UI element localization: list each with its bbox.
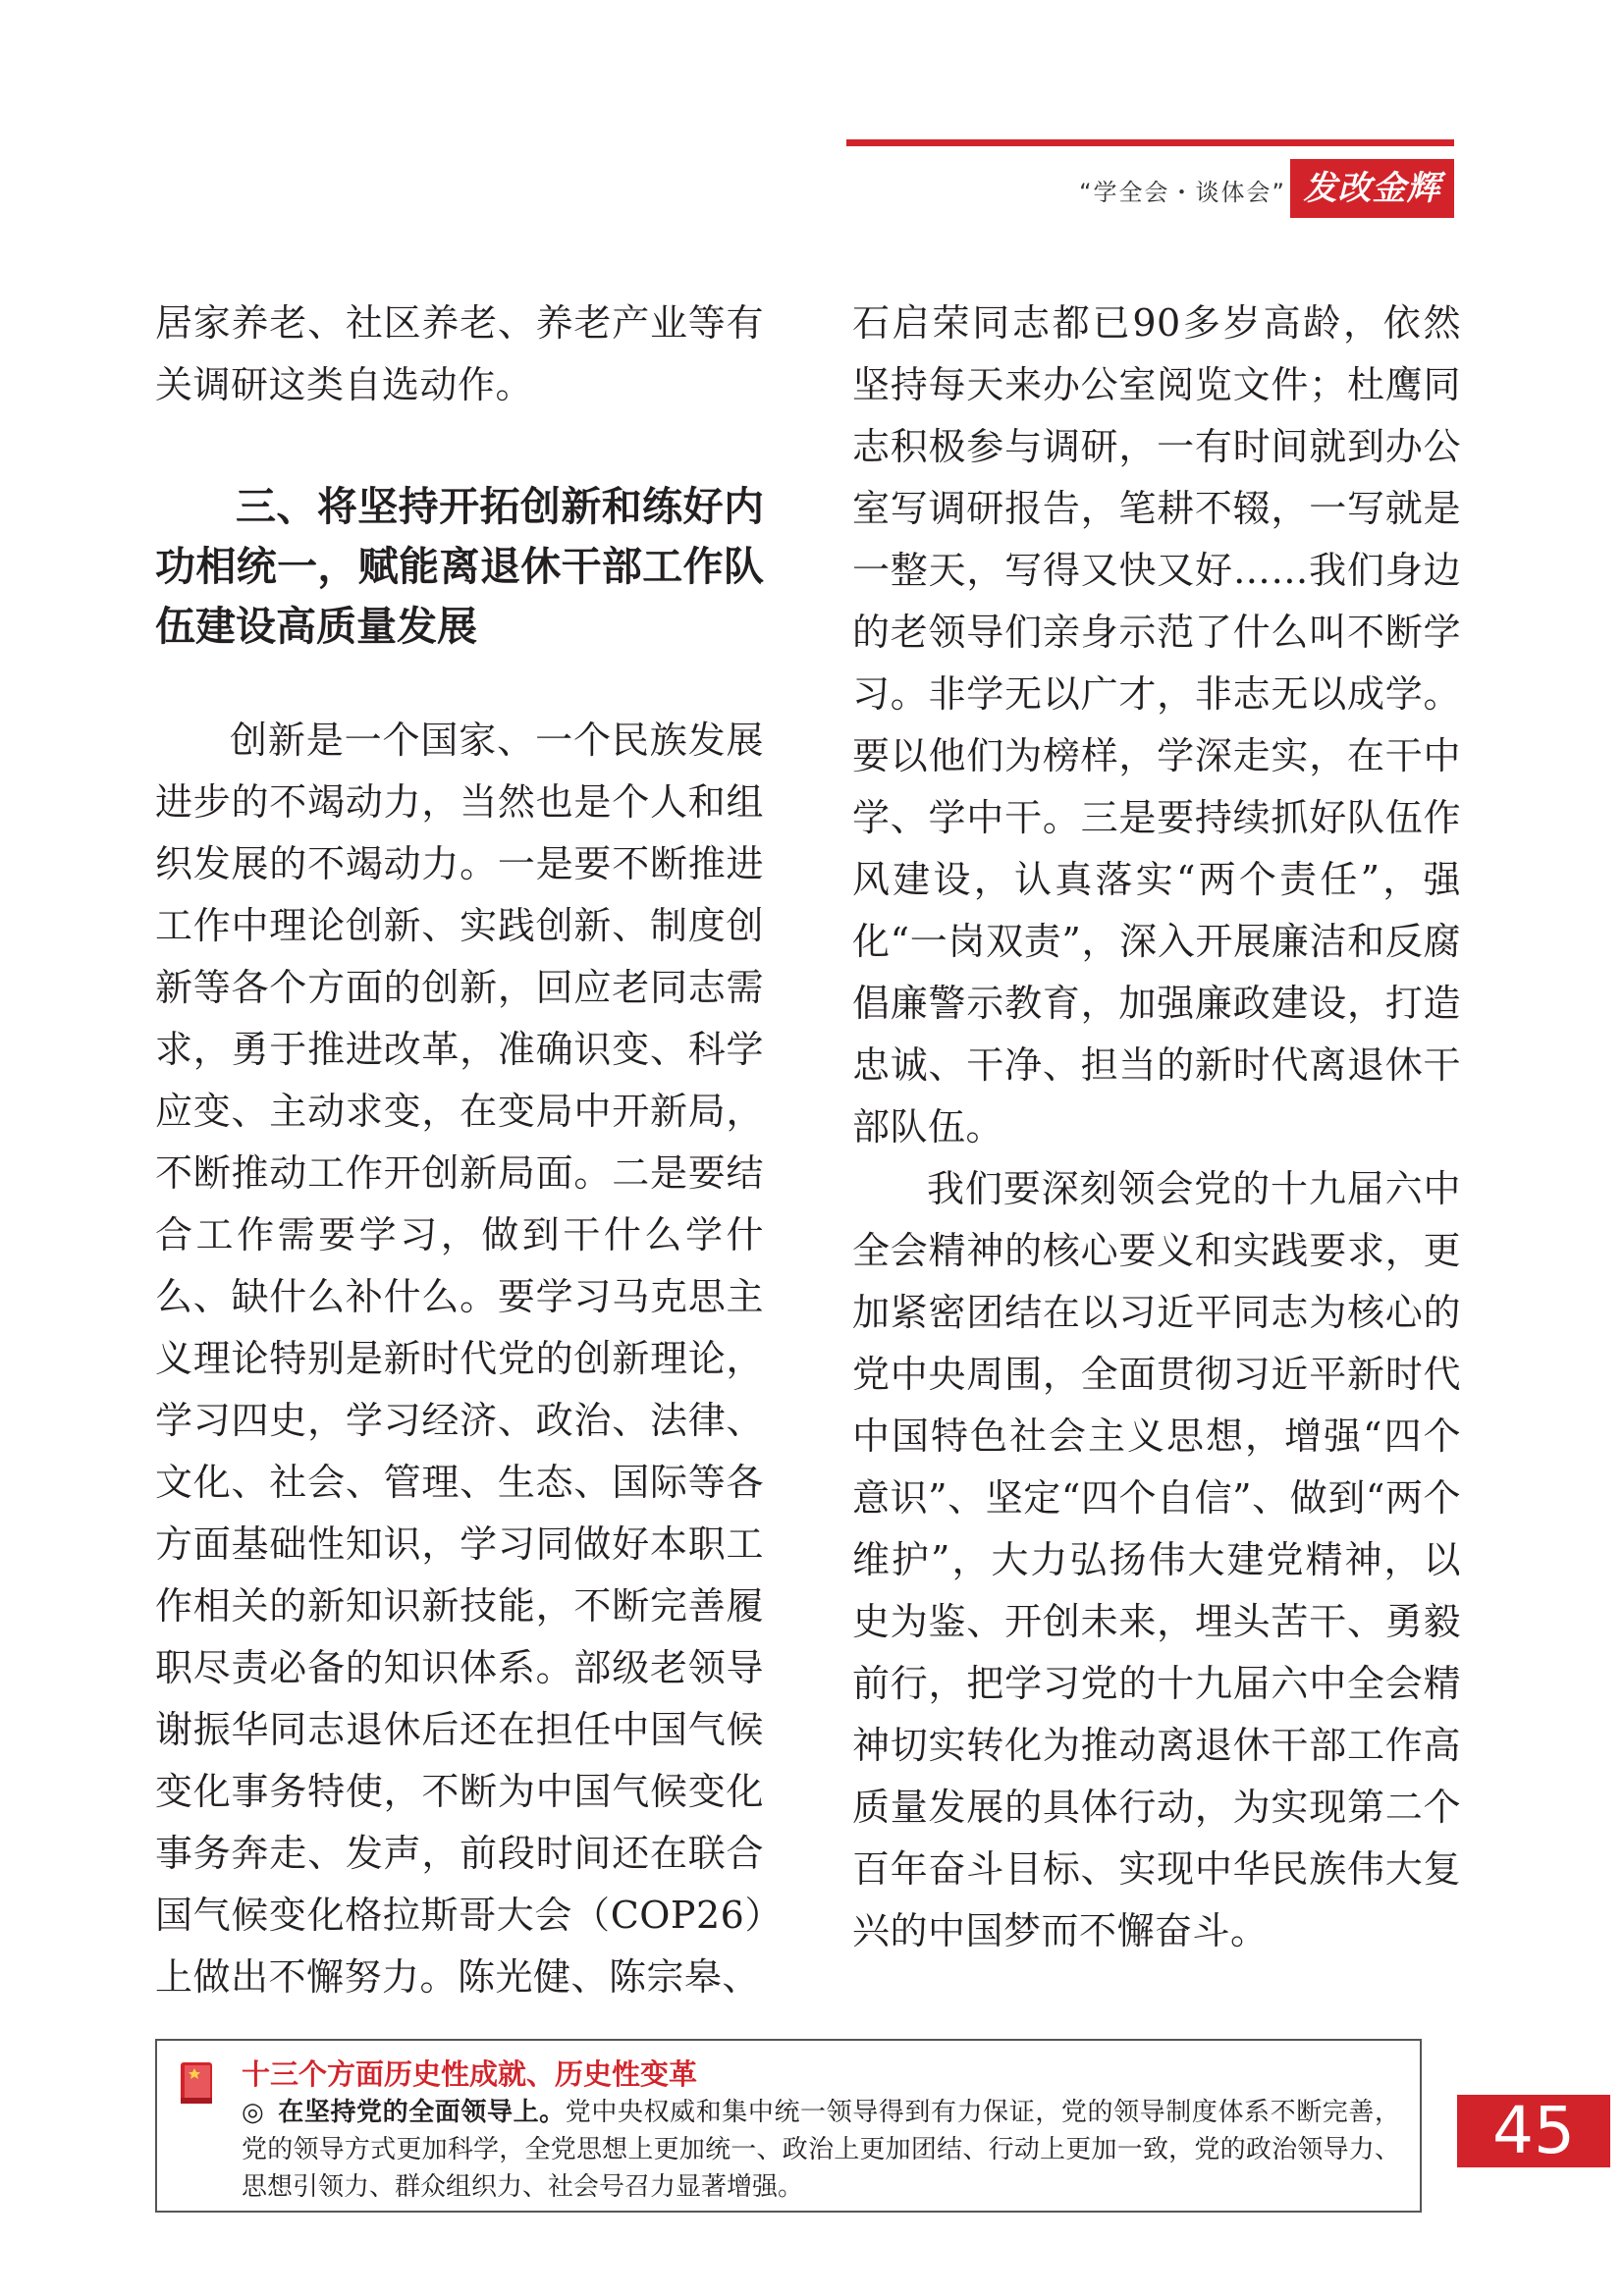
right-paragraph-2: 我们要深刻领会党的十九届六中全会精神的核心要义和实践要求，更加紧密团结在以习近平同志为核心的党中央周围，全面贯彻习近平新时代中国特色社会主义思想，增强“四个意识”、坚定“四个自信”、做到“两个维护”，大力弘扬伟大建党精神，以史为鉴、开创未来，埋头苦干、勇毅前行，把学习党的十九届六中全会精神切实转化为推动离退休干部工作高质量发展的具体行动，为实现第二个百年奋斗目标、实现中华民族伟大复兴的中国梦而不懈奋斗。 [852,1167,1461,1952]
info-box-text [242,2094,1400,2206]
left-paragraph-2: 创新是一个国家、一个民族发展进步的不竭动力，当然也是个人和组织发展的不竭动力。一是要不断推进工作中理论创新、实践创新、制度创新等各个方面的创新，回应老同志需求，勇于推进改革，准确识变、科学应变、主动求变，在变局中开新局，不断推动工作开创新局面。二是要结合工作需要学习，做到干什么学什么、缺什么补什么。要学习马克思主义理论特别是新时代党的创新理论，学习四史，学习经济、政治、法律、文化、社会、管理、生态、国际等各方面基础性知识，学习同做好本职工作相关的新知识新技能，不断完善履职尽责必备的知识体系。部级老领导谢振华同志退休后还在担任中国气候变化事务特使，不断为中国气候变化事务奔走、发声，前段时间还在联合国气候变化格拉斯哥大会（COP26）上做出不懈努力。陈光健、陈宗皋、 [155,719,764,1999]
info-box [155,2039,1422,2213]
info-marker: ◎ [242,2098,265,2127]
info-box-title: 十三个方面历史性成就、历史性变革 [242,2057,698,2091]
header-section-title: “学全会・谈体会” [1079,179,1286,206]
page-number: 45 [1457,2095,1610,2167]
header-rule [846,139,1454,146]
book-icon [179,2060,214,2106]
info-lead: 在坚持党的全面领导上。 [278,2098,566,2127]
column-badge: 发改金辉 [1290,159,1454,218]
left-paragraph-1: 居家养老、社区养老、养老产业等有关调研这类自选动作。 [155,301,764,406]
right-paragraph-1: 石启荣同志都已90多岁高龄，依然坚持每天来办公室阅览文件；杜鹰同志积极参与调研，一有时间就到办公室写调研报告，笔耕不辍，一写就是一整天，写得又快又好……我们身边的老领导们亲身示范了什么叫不断学习。非学无以广才，非志无以成学。要以他们为榜样，学深走实，在干中学、学中干。三是要持续抓好队伍作风建设，认真落实“两个责任”，强化“一岗双责”，深入开展廉洁和反腐倡廉警示教育，加强廉政建设，打造忠诚、干净、担当的新时代离退休干部队伍。 [852,301,1461,1148]
info-body: 党中央权威和集中统一领导得到有力保证，党的领导制度体系不断完善，党的领导方式更加科学，全党思想上更加统一、政治上更加团结、行动上更加一致，党的政治领导力、思想引领力、群众组织力、社会号召力显著增强。 [242,2098,1400,2202]
section-heading: 三、将坚持开拓创新和练好内功相统一，赋能离退休干部工作队伍建设高质量发展 [155,483,764,650]
left-column [155,293,764,2008]
right-column [852,293,1461,1962]
